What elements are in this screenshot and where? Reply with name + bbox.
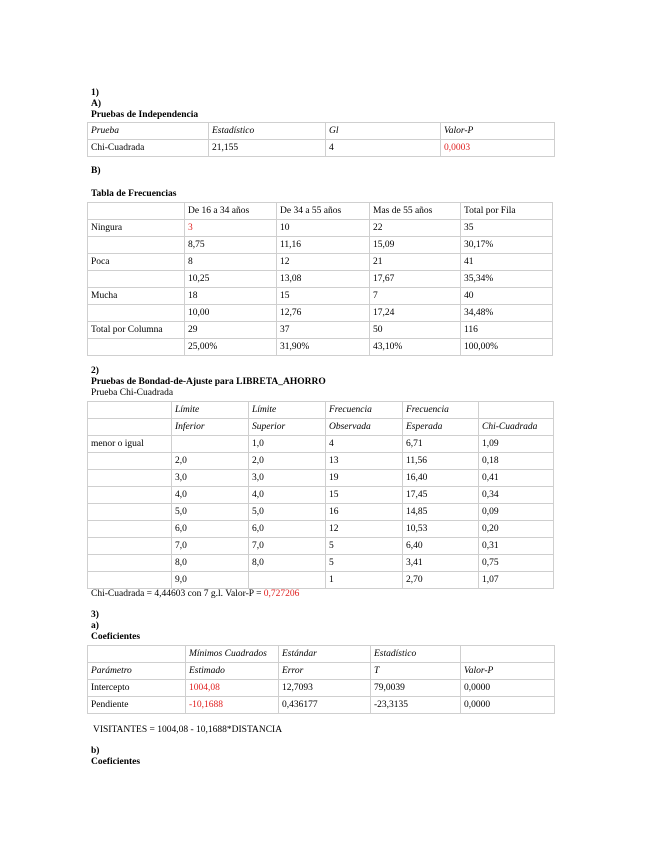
table-row [88,521,554,538]
table-cell: 50 [370,322,461,339]
header-cell: Total por Fila [461,203,553,220]
table-cell: 1,07 [479,572,554,589]
table-cell: 0,09 [479,504,554,521]
table-cell: 100,00% [461,339,553,356]
header-cell: Error [279,663,371,680]
table-cell [88,504,172,521]
header-cell: Observada [326,419,403,436]
frequency-table [87,202,553,356]
coefficients-b-title: Coeficientes [91,757,141,767]
table-cell: 3,0 [172,470,249,487]
table-cell: 0,20 [479,521,554,538]
table-cell: 6,40 [403,538,479,555]
table-cell: 5,0 [249,504,326,521]
table-cell: 14,85 [403,504,479,521]
table-cell: 13 [326,453,403,470]
table-cell: 17,24 [370,305,461,322]
section-3a-label: a) [91,621,99,631]
table-cell [88,572,172,589]
table-cell: 31,90% [277,339,370,356]
header-cell: Valor-P [461,663,555,680]
header-cell: De 16 a 34 años [185,203,277,220]
table-cell: 29 [185,322,277,339]
header-cell [88,203,185,220]
table-row [88,538,554,555]
table-header-row [88,203,553,220]
table-cell: Pendiente [88,697,186,714]
table-cell: 0,0000 [461,680,555,697]
table-cell: 3,41 [403,555,479,572]
table-cell: 0,436177 [279,697,371,714]
table-cell: 11,16 [277,237,370,254]
table-cell: 12,76 [277,305,370,322]
table-cell: 13,08 [277,271,370,288]
coefficients-table [87,645,555,714]
table-cell: 30,17% [461,237,553,254]
table-cell: 1 [326,572,403,589]
table-cell [88,237,185,254]
table-cell: 4,0 [172,487,249,504]
table-cell [88,521,172,538]
table-row [88,453,554,470]
header-cell: Límite [249,402,326,419]
table-cell [172,436,249,453]
table-cell [88,453,172,470]
table-cell [88,538,172,555]
table-cell: 5 [326,538,403,555]
header-cell: Superior [249,419,326,436]
table-cell: 2,70 [403,572,479,589]
header-cell: Gl [326,123,441,140]
table-cell: 21,155 [209,140,326,157]
coefficients-title: Coeficientes [91,632,141,642]
table-cell: 4 [326,436,403,453]
table-row [88,555,554,572]
table-cell: 7 [370,288,461,305]
table-row [88,504,554,521]
table-cell: 2,0 [172,453,249,470]
table-cell: 116 [461,322,553,339]
table-row [88,305,553,322]
header-cell: Inferior [172,419,249,436]
table-cell: 8,75 [185,237,277,254]
table-cell: 5 [326,555,403,572]
table-row [88,271,553,288]
table-cell [88,271,185,288]
table-cell: 16 [326,504,403,521]
table-cell: 19 [326,470,403,487]
table-cell: Mucha [88,288,185,305]
regression-equation: VISITANTES = 1004,08 - 10,1688*DISTANCIA [93,725,283,735]
table-cell [88,305,185,322]
section-1-number: 1) [91,88,99,98]
section-1a-label: A) [91,99,102,109]
table-cell: 10,53 [403,521,479,538]
table-cell: 22 [370,220,461,237]
table-cell: 12 [277,254,370,271]
table-cell: 6,0 [172,521,249,538]
table-cell: 8 [185,254,277,271]
header-cell: Mas de 55 años [370,203,461,220]
header-cell: Prueba [88,123,209,140]
table-cell: 40 [461,288,553,305]
section-1b-label: B) [91,166,101,176]
header-cell: T [371,663,461,680]
table-cell: 7,0 [172,538,249,555]
table-cell: 4 [326,140,441,157]
frequency-table-title: Tabla de Frecuencias [91,189,177,199]
header-cell: Chi-Cuadrada [479,419,554,436]
section-3b-label: b) [91,746,100,756]
table-cell: 8,0 [249,555,326,572]
independence-tests-title: Pruebas de Independencia [91,110,199,120]
table-cell [88,555,172,572]
table-header-row [88,663,555,680]
table-cell: 0,75 [479,555,554,572]
table-cell [88,339,185,356]
header-cell [461,646,555,663]
table-cell: 6,0 [249,521,326,538]
table-cell: 17,45 [403,487,479,504]
header-cell [88,402,172,419]
table-cell [88,487,172,504]
chi-square-summary [91,589,299,600]
table-row [88,572,554,589]
table-cell [88,470,172,487]
table-cell: 18 [185,288,277,305]
header-cell [88,419,172,436]
table-row [88,254,553,271]
table-cell: 10 [277,220,370,237]
table-cell: 35,34% [461,271,553,288]
table-cell: 1,0 [249,436,326,453]
header-cell: De 34 a 55 años [277,203,370,220]
summary-p-value: 0,727206 [263,589,300,599]
table-cell: 7,0 [249,538,326,555]
summary-text: Chi-Cuadrada = 4,44603 con 7 g.l. Valor-P = [91,589,264,599]
header-cell: Estimado [186,663,279,680]
table-cell: 0,31 [479,538,554,555]
table-cell: 43,10% [370,339,461,356]
table-cell: 4,0 [249,487,326,504]
table-cell: 0,34 [479,487,554,504]
table-cell [249,572,326,589]
header-cell: Frecuencia [403,402,479,419]
table-cell: 6,71 [403,436,479,453]
table-cell: 21 [370,254,461,271]
table-cell: -10,1688 [186,697,279,714]
table-row [88,436,554,453]
table-cell: 0,41 [479,470,554,487]
table-cell: Ningura [88,220,185,237]
table-cell: 12,7093 [279,680,371,697]
table-header-row [88,646,555,663]
table-cell: Total por Columna [88,322,185,339]
table-cell: 15 [277,288,370,305]
table-cell: Poca [88,254,185,271]
table-row [88,322,553,339]
table-row [88,237,553,254]
table-cell: 34,48% [461,305,553,322]
table-cell: menor o igual [88,436,172,453]
table-cell: 1,09 [479,436,554,453]
header-cell: Estándar [279,646,371,663]
table-cell: 11,56 [403,453,479,470]
table-row [88,220,553,237]
table-cell: 37 [277,322,370,339]
table-cell: -23,3135 [371,697,461,714]
section-3-number: 3) [91,610,99,620]
header-cell [88,646,186,663]
header-cell: Límite [172,402,249,419]
table-cell: 8,0 [172,555,249,572]
independence-table [87,122,555,157]
header-cell [479,402,554,419]
table-header-row [88,419,554,436]
table-header-row [88,123,555,140]
header-cell: Estadístico [209,123,326,140]
table-cell: 41 [461,254,553,271]
p-value-cell: 0,0003 [441,140,555,157]
table-row [88,487,554,504]
table-row [88,140,555,157]
table-cell: 10,00 [185,305,277,322]
table-cell: 3 [185,220,277,237]
table-cell: 35 [461,220,553,237]
table-cell: 1004,08 [186,680,279,697]
header-cell: Parámetro [88,663,186,680]
goodness-of-fit-title: Pruebas de Bondad-de-Ajuste para LIBRETA_AHORRO [91,377,326,387]
section-2-number: 2) [91,366,99,376]
table-row [88,680,555,697]
header-cell: Estadístico [371,646,461,663]
table-cell: 25,00% [185,339,277,356]
goodness-of-fit-table [87,401,554,589]
chi-square-test-subtitle: Prueba Chi-Cuadrada [91,388,174,398]
table-cell: 9,0 [172,572,249,589]
table-cell: 0,18 [479,453,554,470]
table-cell: 0,0000 [461,697,555,714]
table-cell: 16,40 [403,470,479,487]
table-cell: 5,0 [172,504,249,521]
header-cell: Mínimos Cuadrados [186,646,279,663]
table-row [88,470,554,487]
table-row [88,339,553,356]
table-cell: 2,0 [249,453,326,470]
table-cell: 79,0039 [371,680,461,697]
table-cell: 15 [326,487,403,504]
header-cell: Frecuencia [326,402,403,419]
table-cell: 12 [326,521,403,538]
table-cell: 17,67 [370,271,461,288]
table-row [88,697,555,714]
table-cell: Intercepto [88,680,186,697]
table-row [88,288,553,305]
header-cell: Esperada [403,419,479,436]
table-cell: 15,09 [370,237,461,254]
header-cell: Valor-P [441,123,555,140]
table-cell: 3,0 [249,470,326,487]
table-cell: 10,25 [185,271,277,288]
table-cell: Chi-Cuadrada [88,140,209,157]
table-header-row [88,402,554,419]
